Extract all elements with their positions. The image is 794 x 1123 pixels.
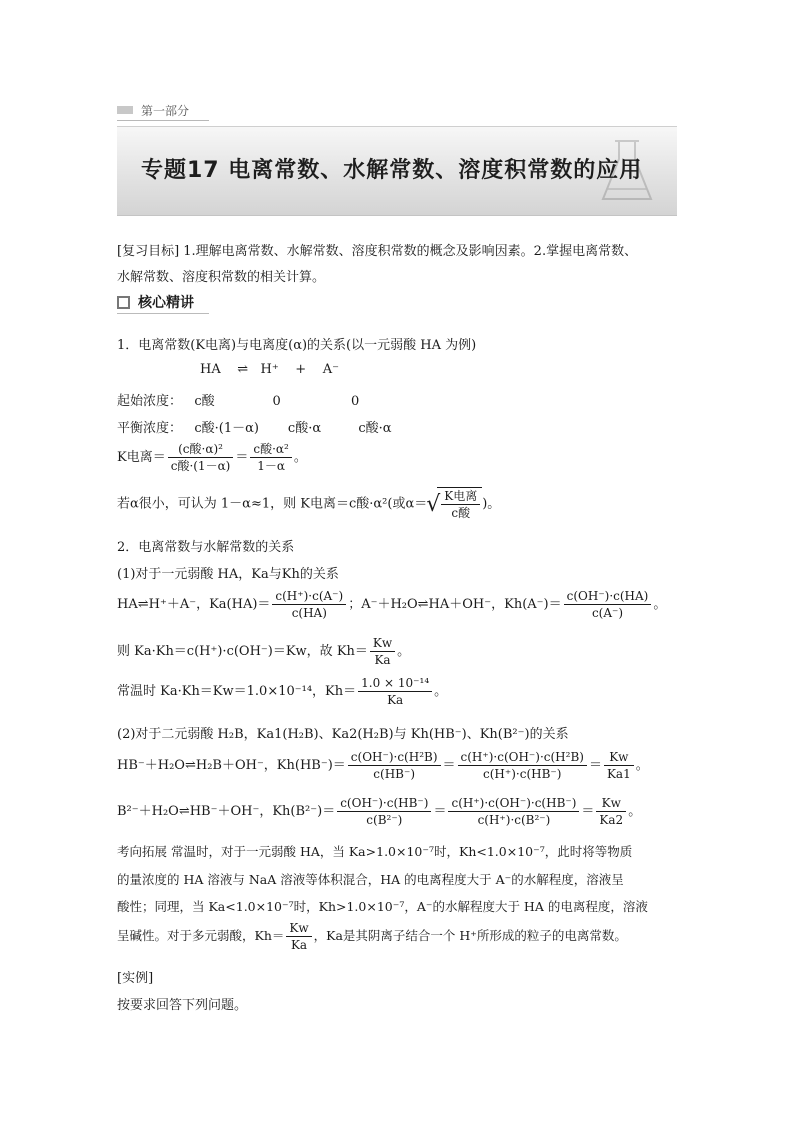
kw-over-ka-fraction <box>370 635 395 668</box>
approx-text-post: )。 <box>482 496 501 512</box>
section-2-sub-1: (1)对于一元弱酸 HA，Ka与Kh的关系 <box>117 567 339 582</box>
core-heading <box>117 292 194 312</box>
extension-line-1: 考向拓展 常温时，对于一元弱酸 HA，当 Ka>1.0×10⁻⁷时，Kh<1.0×10⁻⁷，此时将等物质 <box>117 844 633 859</box>
l4-equals-1: ＝ <box>442 758 456 773</box>
part-label: 第一部分 <box>141 104 190 118</box>
l5-f3-numerator: Kw <box>596 795 626 812</box>
section-box-icon <box>117 296 130 309</box>
l1-mid: ；A⁻＋H₂O⇌HA＋OH⁻，Kh(A⁻)＝ <box>348 597 562 612</box>
l5-pre: B²⁻＋H₂O⇌HB⁻＋OH⁻，Kh(B²⁻)＝ <box>117 804 336 819</box>
sqrt-expression <box>437 487 482 521</box>
l4-f3-denominator: Ka1 <box>606 767 631 781</box>
section-2-sub-2: (2)对于二元弱酸 H₂B，Ka1(H₂B)、Ka2(H₂B)与 Kh(HB⁻)、Kh(B²⁻)的关系 <box>117 727 569 742</box>
l5-f1-numerator: c(OH⁻)·c(HB⁻) <box>337 795 431 812</box>
l4-equals-2: ＝ <box>588 758 602 773</box>
k-equals: ＝ <box>235 450 249 465</box>
core-heading-underline <box>117 313 209 314</box>
ext-denominator: Ka <box>290 938 308 952</box>
hb-hydrolysis-line <box>117 749 649 782</box>
part-marker <box>117 106 133 114</box>
section-1-title: 1．电离常数(K电离)与电离度(α)的关系(以一元弱酸 HA 为例) <box>117 338 477 353</box>
k-f2-numerator: c酸·α² <box>250 441 291 458</box>
l4-fraction-3 <box>604 749 634 782</box>
room-temp-line <box>117 675 447 708</box>
part-label-bar <box>117 101 209 121</box>
l2-denominator: Ka <box>374 653 391 667</box>
ext-l4-pre: 呈碱性。对于多元弱酸，Kh＝ <box>117 928 285 943</box>
l4-f2-denominator: c(H⁺)·c(HB⁻) <box>483 767 562 781</box>
l3-pre: 常温时 Ka·Kh＝Kw＝1.0×10⁻¹⁴，Kh＝ <box>117 684 357 699</box>
ha-relation-line <box>117 588 666 621</box>
k-f1-numerator: (c酸·α)² <box>168 441 234 458</box>
example-text: 按要求回答下列问题。 <box>117 998 248 1013</box>
topic-banner <box>117 126 677 216</box>
l2-numerator: Kw <box>370 635 395 652</box>
initial-concentration-row: 起始浓度： c酸 0 0 <box>117 394 360 409</box>
sqrt-denominator: c酸 <box>451 506 471 520</box>
sqrt-fraction <box>441 488 480 521</box>
l5-fraction-1 <box>337 795 431 828</box>
k-lhs: K电离＝ <box>117 450 166 465</box>
l5-f2-numerator: c(H⁺)·c(OH⁻)·c(HB⁻) <box>448 795 579 812</box>
k-fraction-2 <box>250 441 291 474</box>
ionization-equation: HA ⇌ H⁺ + A⁻ <box>200 362 339 377</box>
extension-line-3: 酸性；同理，当 Ka<1.0×10⁻⁷时，Kh>1.0×10⁻⁷，A⁻的水解程度大于 HA 的电离程度，溶液 <box>117 899 648 914</box>
part-underline <box>117 120 209 121</box>
example-label: [实例] <box>117 971 154 986</box>
ext-l4-post: ，Ka是其阴离子结合一个 H⁺所形成的粒子的电离常数。 <box>313 928 627 943</box>
l5-f1-denominator: c(B²⁻) <box>366 813 403 827</box>
l4-end: 。 <box>635 758 649 773</box>
ka-numerator: c(H⁺)·c(A⁻) <box>272 588 346 605</box>
core-heading-text: 核心精讲 <box>138 295 194 311</box>
l4-f1-numerator: c(OH⁻)·c(H²B) <box>348 749 441 766</box>
ext-numerator: Kw <box>286 920 311 937</box>
l5-equals-1: ＝ <box>433 804 447 819</box>
ka-fraction <box>272 588 346 621</box>
l5-equals-2: ＝ <box>581 804 595 819</box>
k-fraction-1 <box>168 441 234 474</box>
topic-title: 专题17 电离常数、水解常数、溶度积常数的应用 <box>141 158 643 183</box>
l5-fraction-2 <box>448 795 579 828</box>
sqrt-numerator: √ K电离 <box>441 488 480 505</box>
extension-line-4 <box>117 920 627 953</box>
l4-f1-denominator: c(HB⁻) <box>373 767 415 781</box>
k-end: 。 <box>293 450 307 465</box>
b2-hydrolysis-line <box>117 795 641 828</box>
room-temp-fraction <box>358 675 432 708</box>
section-2-title: 2．电离常数与水解常数的关系 <box>117 540 295 555</box>
goals-line-1: [复习目标] 1.理解电离常数、水解常数、溶度积常数的概念及影响因素。2.掌握电离常数、 <box>117 244 638 259</box>
l4-fraction-2 <box>458 749 587 782</box>
approximation-line <box>117 487 500 521</box>
k-ionization-formula <box>117 441 307 474</box>
l4-fraction-1 <box>348 749 441 782</box>
l4-f2-numerator: c(H⁺)·c(OH⁻)·c(H²B) <box>458 749 587 766</box>
l2-end: 。 <box>397 644 411 659</box>
ka-denominator: c(HA) <box>291 606 327 620</box>
kh-denominator: c(A⁻) <box>591 606 624 620</box>
k-f1-denominator: c酸·(1－α) <box>170 459 231 473</box>
goals-line-2: 水解常数、溶度积常数的相关计算。 <box>117 270 326 285</box>
l3-denominator: Ka <box>387 693 404 707</box>
ka-kh-kw-line <box>117 635 410 668</box>
l3-end: 。 <box>434 684 448 699</box>
approx-text-pre: 若α很小，可认为 1－α≈1，则 K电离＝c酸·α²(或α＝ <box>117 496 428 512</box>
k-f2-denominator: 1－α <box>257 459 285 473</box>
l5-fraction-3 <box>596 795 626 828</box>
l5-end: 。 <box>628 804 642 819</box>
l3-numerator: 1.0 × 10⁻¹⁴ <box>358 675 432 692</box>
l1-pre: HA⇌H⁺＋A⁻，Ka(HA)＝ <box>117 597 271 612</box>
kh-numerator: c(OH⁻)·c(HA) <box>564 588 652 605</box>
l5-f3-denominator: Ka2 <box>599 813 624 827</box>
l5-f2-denominator: c(H⁺)·c(B²⁻) <box>477 813 551 827</box>
l4-pre: HB⁻＋H₂O⇌H₂B＋OH⁻，Kh(HB⁻)＝ <box>117 758 346 773</box>
extension-line-2: 的量浓度的 HA 溶液与 NaA 溶液等体积混合，HA 的电离程度大于 A⁻的水解程度，溶液呈 <box>117 872 624 887</box>
kh-fraction <box>564 588 652 621</box>
ext-fraction <box>286 920 311 953</box>
equilibrium-concentration-row: 平衡浓度： c酸·(1－α) c酸·α c酸·α <box>117 421 392 436</box>
l1-end: 。 <box>653 597 667 612</box>
l2-pre: 则 Ka·Kh＝c(H⁺)·c(OH⁻)＝Kw，故 Kh＝ <box>117 644 368 659</box>
l4-f3-numerator: Kw <box>604 749 634 766</box>
